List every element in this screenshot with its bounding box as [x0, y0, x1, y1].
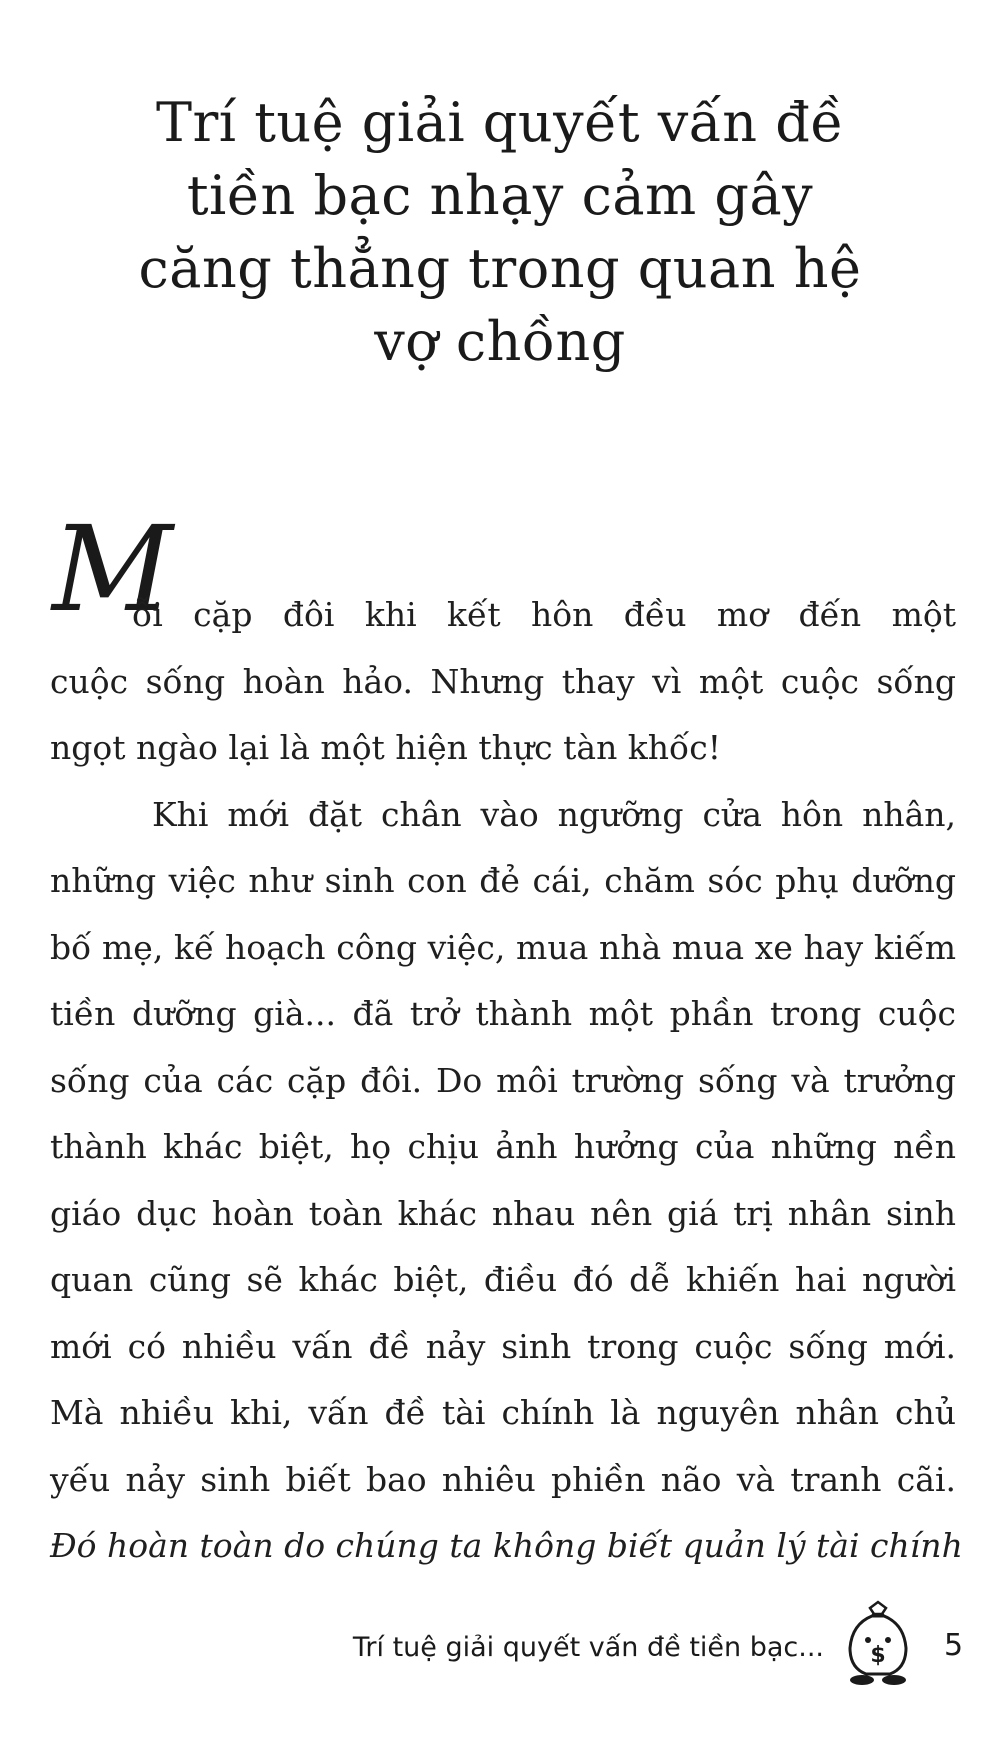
money-bag-icon: [842, 1600, 914, 1690]
paragraph-line: Mà nhiều khi, vấn đề tài chính là nguyên nhân chủ: [50, 1393, 956, 1432]
drop-cap: M: [52, 500, 173, 638]
paragraph-line: mới có nhiều vấn đề nảy sinh trong cuộc sống mới.: [50, 1326, 956, 1366]
body-text: [50, 582, 963, 1580]
paragraph-line: sống của các cặp đôi. Do môi trường sống và trưởng: [50, 1060, 956, 1100]
chapter-title: [100, 86, 900, 378]
paragraph-line: Khi mới đặt chân vào ngưỡng cửa hôn nhân,: [152, 794, 956, 834]
title-line: Trí tuệ giải quyết vấn đề: [155, 91, 845, 154]
paragraph-line: những việc như sinh con đẻ cái, chăm sóc phụ dưỡng: [50, 861, 956, 900]
paragraph-line-italic: Đó hoàn toàn do chúng ta không biết quản lý tài chính: [50, 1526, 963, 1565]
paragraph-line: cuộc sống hoàn hảo. Nhưng thay vì một cuộc sống: [50, 661, 956, 701]
paragraph-line: quan cũng sẽ khác biệt, điều đó dễ khiến hai người: [50, 1260, 956, 1299]
title-line: căng thẳng trong quan hệ: [138, 237, 862, 300]
paragraph-line: tiền dưỡng già... đã trở thành một phần trong cuộc: [50, 994, 956, 1033]
paragraph-line: giáo dục hoàn toàn khác nhau nên giá trị nhân sinh: [50, 1193, 956, 1233]
paragraph-line: yếu nảy sinh biết bao nhiêu phiền não và tranh cãi.: [50, 1459, 956, 1499]
title-line: vợ chồng: [374, 310, 626, 373]
page-footer: [0, 1600, 1000, 1740]
paragraph-line: bố mẹ, kế hoạch công việc, mua nhà mua xe hay kiếm: [50, 927, 956, 967]
running-head: Trí tuệ giải quyết vấn đề tiền bạc...: [352, 1632, 824, 1663]
title-line: tiền bạc nhạy cảm gây: [186, 164, 814, 227]
svg-text:$: $: [870, 1643, 886, 1668]
paragraph-line: thành khác biệt, họ chịu ảnh hưởng của những nền: [50, 1127, 956, 1166]
paragraph-line: ỗi cặp đôi khi kết hôn đều mơ đến một: [132, 595, 956, 634]
paragraph-line: ngọt ngào lại là một hiện thực tàn khốc!: [50, 728, 721, 767]
page-number: 5: [944, 1628, 964, 1663]
